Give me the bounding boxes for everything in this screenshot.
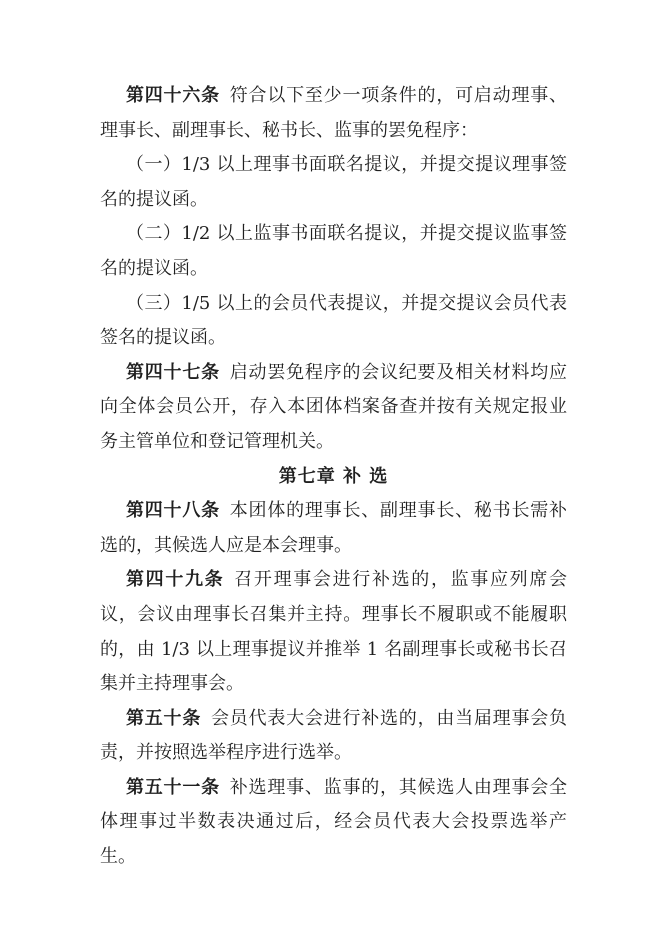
- chapter-heading: 第七章 补 选: [278, 465, 389, 487]
- article-text: 启动罢免程序的会议纪要及相关材料均应向全体会员公开，存入本团体档案备查并按有关规定报业务主管单位和登记管理机关。: [100, 361, 568, 452]
- article-number: 第四十九条: [126, 569, 225, 591]
- article-text: 补选理事、监事的，其候选人由理事会全体理事过半数表决通过后，经会员代表大会投票选举产生。: [100, 776, 568, 868]
- item-text: （一）1/3 以上理事书面联名提议，并提交提议理事签名的提议函。: [100, 154, 567, 210]
- article-text: 本团体的理事长、副理事长、秘书长需补选的，其候选人应是本会理事。: [100, 500, 568, 556]
- article-paragraph: [100, 702, 567, 771]
- article-number: 第四十六条: [126, 85, 220, 106]
- list-item-paragraph: [100, 287, 567, 356]
- article-number: 第四十七条: [126, 361, 220, 383]
- article-number: 第五十一条: [126, 776, 220, 798]
- article-paragraph: [100, 356, 567, 460]
- article-number: 第四十八条: [126, 500, 220, 522]
- article-text: 会员代表大会进行补选的，由当届理事会负责，并按照选举程序进行选举。: [100, 707, 568, 764]
- article-number: 第五十条: [126, 707, 202, 729]
- article-text: 符合以下至少一项条件的，可启动理事、理事长、副理事长、秘书长、监事的罢免程序：: [100, 85, 568, 141]
- article-paragraph: [100, 771, 567, 875]
- article-paragraph: [100, 79, 567, 148]
- item-text: （二）1/2 以上监事书面联名提议，并提交提议监事签名的提议函。: [100, 223, 567, 279]
- list-item-paragraph: [100, 217, 567, 286]
- article-paragraph: [100, 494, 567, 563]
- article-text: 召开理事会进行补选的，监事应列席会议，会议由理事长召集并主持。理事长不履职或不能履职的，由 1/3 以上理事提议并推举 1 名副理事长或秘书长召集并主持理事会。: [100, 569, 567, 695]
- article-paragraph: [100, 563, 567, 701]
- item-text: （三）1/5 以上的会员代表提议，并提交提议会员代表签名的提议函。: [100, 292, 567, 349]
- list-item-paragraph: [100, 148, 567, 217]
